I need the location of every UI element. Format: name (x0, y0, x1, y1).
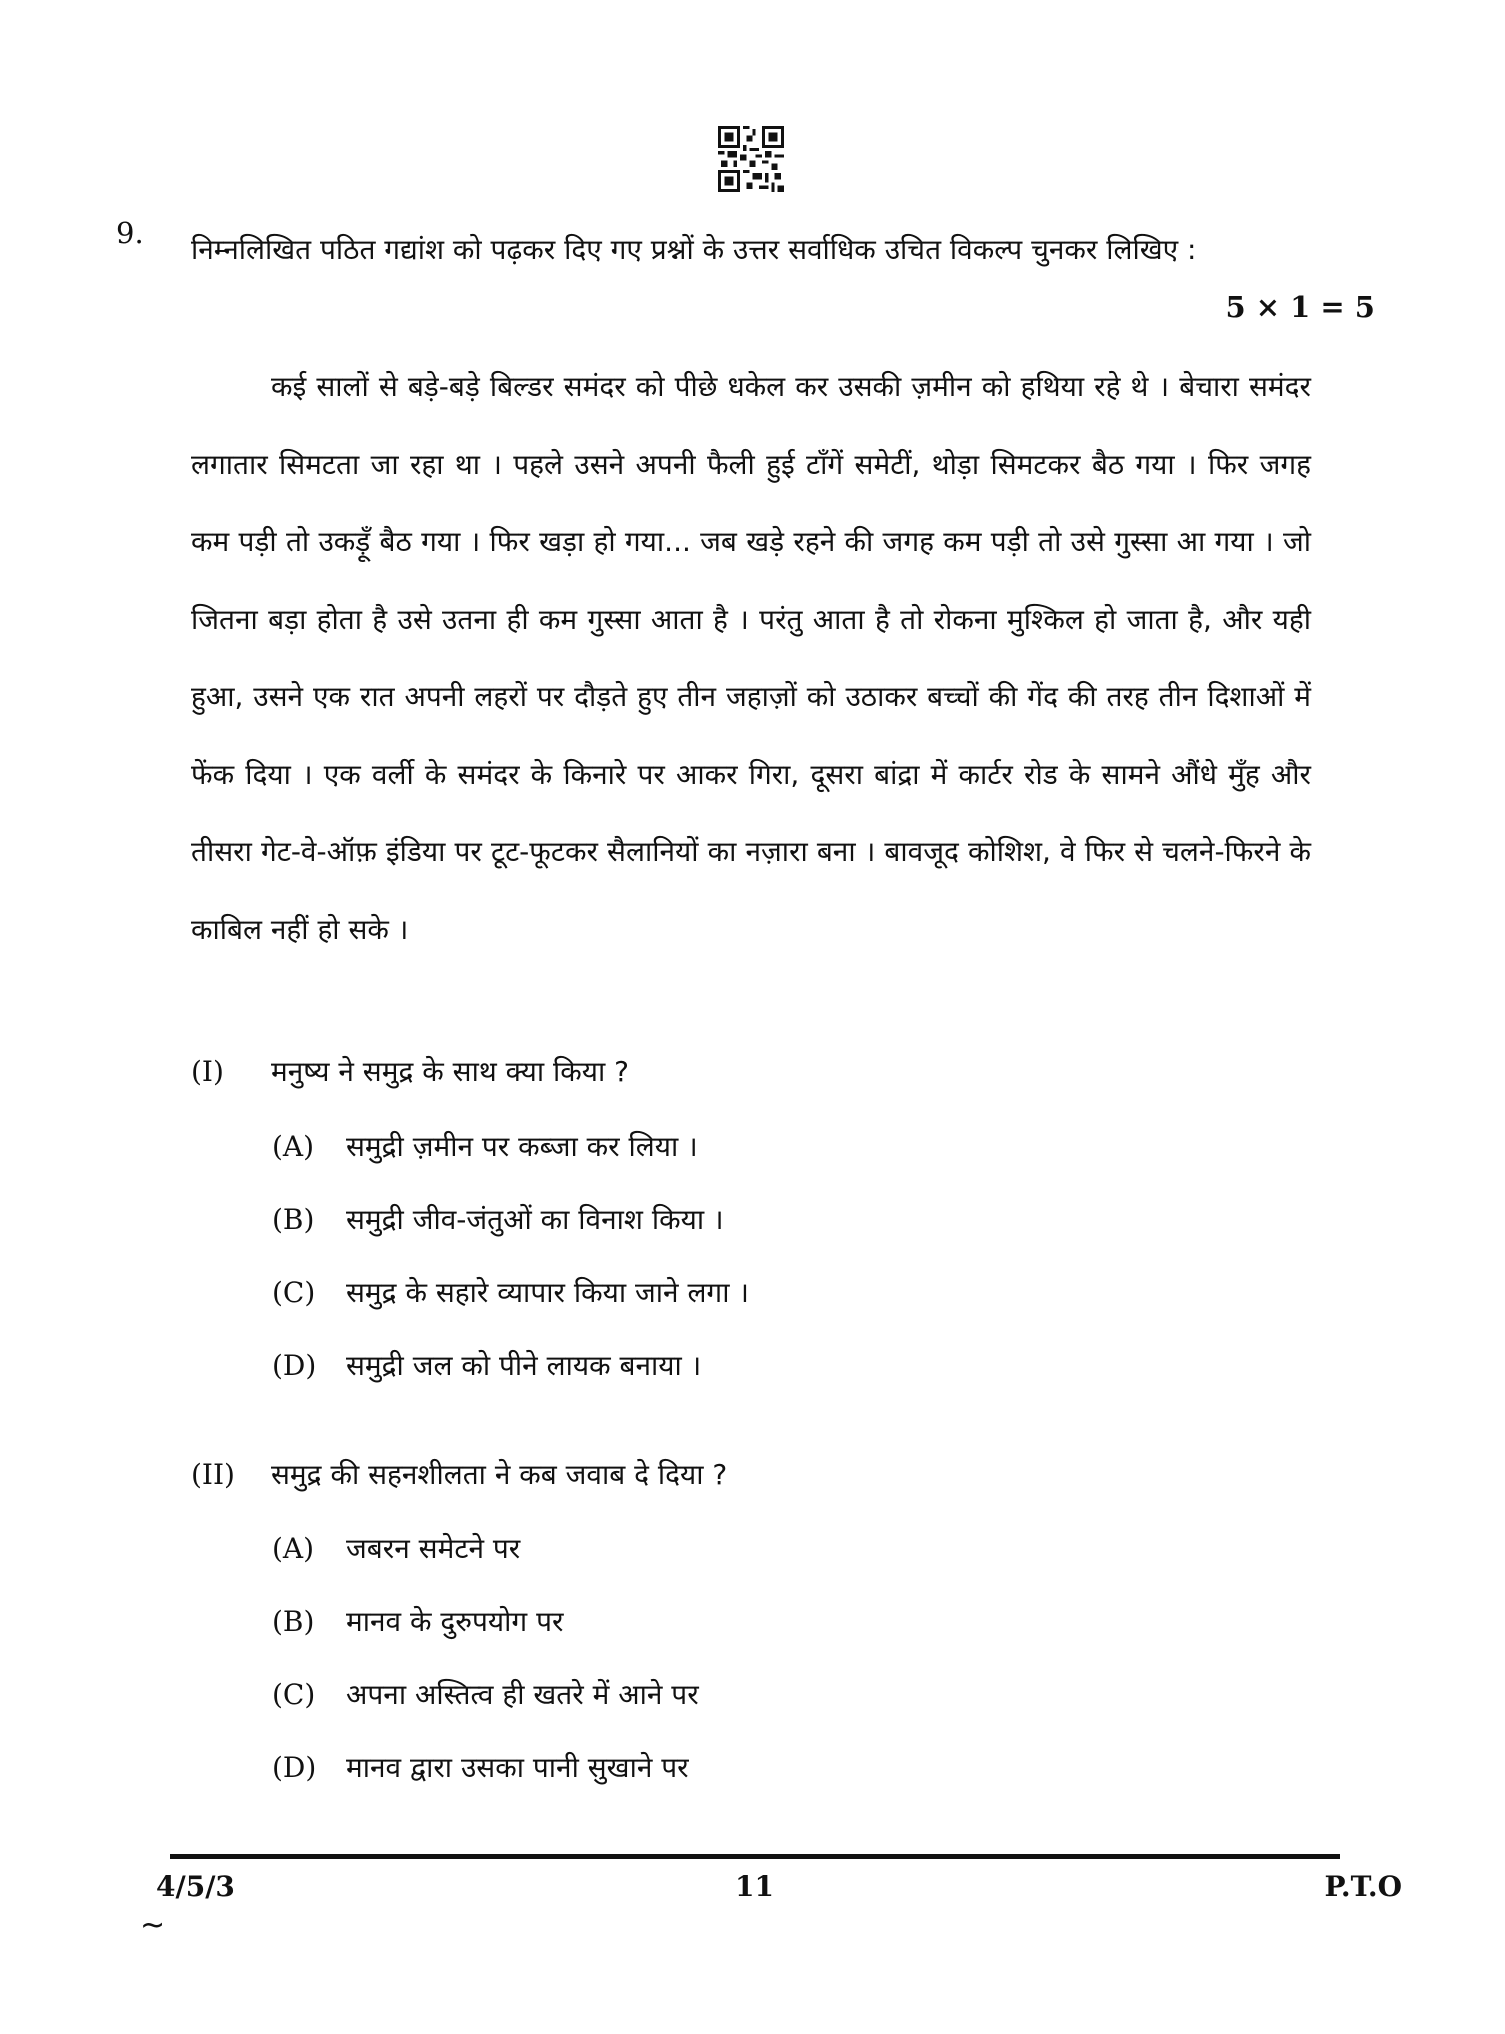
option-text: समुद्री जल को पीने लायक बनाया । (346, 1349, 702, 1382)
option-2b[interactable] (272, 1602, 563, 1640)
option-letter: (D) (272, 1751, 317, 1784)
question-marks: 5 × 1 = 5 (1225, 290, 1375, 324)
sub-question-text: समुद्र की सहनशीलता ने कब जवाब दे दिया ? (271, 1458, 728, 1491)
sub-question-text: मनुष्य ने समुद्र के साथ क्या किया ? (271, 1055, 630, 1088)
option-text: मानव द्वारा उसका पानी सुखाने पर (346, 1751, 689, 1784)
sub-question-1 (191, 1052, 629, 1090)
option-letter: (C) (272, 1678, 316, 1711)
footer-divider (170, 1854, 1340, 1859)
option-text: अपना अस्तित्व ही खतरे में आने पर (346, 1678, 699, 1711)
sub-question-2 (191, 1455, 727, 1493)
question-instruction: निम्नलिखित पठित गद्यांश को पढ़कर दिए गए प्रश्नों के उत्तर सर्वाधिक उचित विकल्प चुनकर लिखिए : (191, 233, 1197, 266)
option-text: समुद्री ज़मीन पर कब्जा कर लिया । (346, 1130, 698, 1163)
sub-question-number: (I) (191, 1055, 224, 1088)
option-2d[interactable] (272, 1748, 689, 1786)
page-number: 11 (735, 1870, 774, 1903)
option-text: जबरन समेटने पर (346, 1532, 521, 1565)
option-2c[interactable] (272, 1675, 699, 1713)
please-turn-over: P.T.O (1324, 1870, 1402, 1903)
option-letter: (B) (272, 1605, 315, 1638)
option-2a[interactable] (272, 1529, 520, 1567)
option-1a[interactable] (272, 1127, 698, 1165)
question-number: 9. (116, 216, 144, 250)
option-letter: (C) (272, 1276, 316, 1309)
sub-question-number: (II) (191, 1458, 235, 1491)
option-text: समुद्री जीव-जंतुओं का विनाश किया । (346, 1203, 724, 1236)
paper-code: 4/5/3 (156, 1870, 235, 1903)
reading-passage: कई सालों से बड़े-बड़े बिल्डर समंदर को पीछे धकेल कर उसकी ज़मीन को हथिया रहे थे । बेचारा समंदर लगातार सिमटता जा रहा था । पहले उसने अपनी फैली हुई टाँगें समेटीं, थोड़ा सिमटकर बैठ गया । फिर जगह कम पड़ी तो उकड़ूँ बैठ गया । फिर खड़ा हो गया... जब खड़े रहने की जगह कम पड़ी तो उसे गुस्सा आ गया । जो जितना बड़ा होता है उसे उतना ही कम गुस्सा आता है । परंतु आता है तो रोकना मुश्किल हो जाता है, और यही हुआ, उसने एक रात अपनी लहरों पर दौड़ते हुए तीन जहाज़ों को उठाकर बच्चों की गेंद की तरह तीन दिशाओं में फेंक दिया । एक वर्ली के समंदर के किनारे पर आकर गिरा, दूसरा बांद्रा में कार्टर रोड के सामने औंधे मुँह और तीसरा गेट-वे-ऑफ़ इंडिया पर टूट-फूटकर सैलानियों का नज़ारा बना । बावजूद कोशिश, वे फिर से चलने-फिरने के काबिल नहीं हो सके । (191, 370, 1311, 946)
option-letter: (A) (272, 1532, 315, 1565)
option-letter: (D) (272, 1349, 317, 1382)
option-letter: (B) (272, 1203, 315, 1236)
tilde-mark: ~ (140, 1908, 166, 1943)
option-1b[interactable] (272, 1200, 724, 1238)
qr-code-icon (718, 126, 784, 192)
option-1c[interactable] (272, 1273, 749, 1311)
option-text: मानव के दुरुपयोग पर (346, 1605, 564, 1638)
option-1d[interactable] (272, 1346, 701, 1384)
option-letter: (A) (272, 1130, 315, 1163)
option-text: समुद्र के सहारे व्यापार किया जाने लगा । (346, 1276, 749, 1309)
